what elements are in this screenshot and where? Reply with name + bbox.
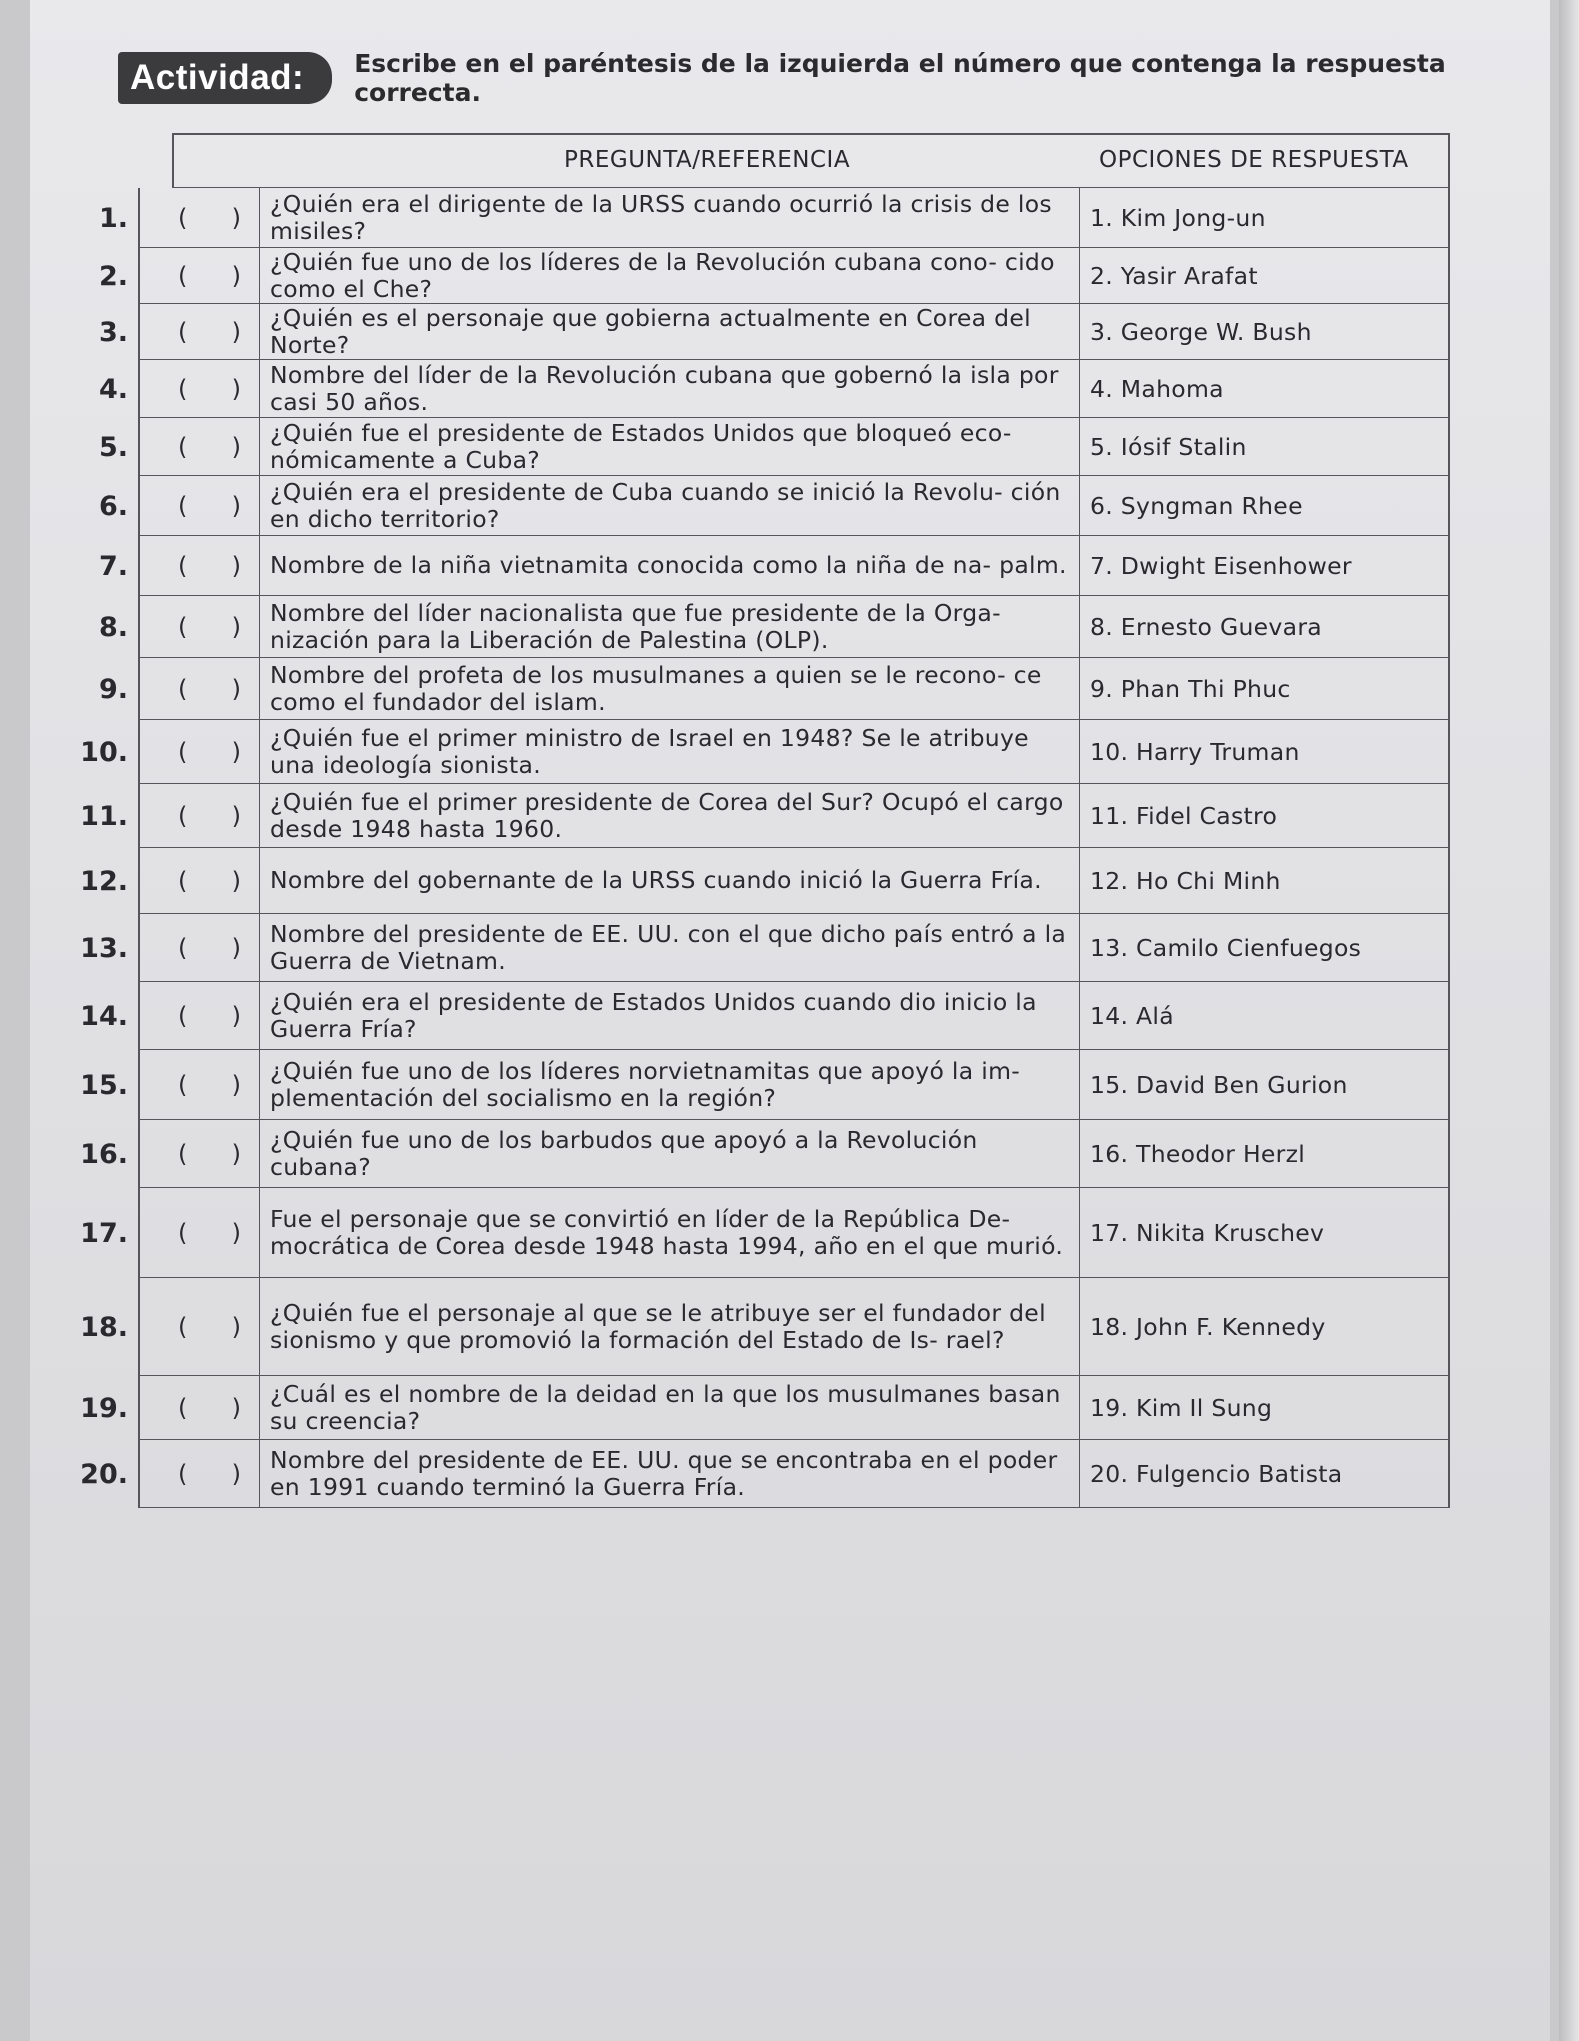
paren-open: ( bbox=[178, 203, 188, 232]
answer-blank[interactable] bbox=[140, 1278, 260, 1375]
table-row bbox=[20, 658, 1450, 720]
activity-header bbox=[118, 48, 1579, 108]
paren-open: ( bbox=[178, 866, 188, 895]
paren-close: ) bbox=[231, 612, 241, 641]
paren-open: ( bbox=[178, 1070, 188, 1099]
answer-blank[interactable] bbox=[140, 848, 260, 913]
answer-option: 11. Fidel Castro bbox=[1090, 801, 1278, 830]
row-number: 5. bbox=[98, 431, 128, 463]
question-text: ¿Quién fue uno de los líderes norvietnamitas que apoyó la im- plementación del socialismo en la región? bbox=[260, 1050, 1080, 1119]
paren-close: ) bbox=[231, 491, 241, 520]
row-number: 18. bbox=[80, 1311, 128, 1343]
answer-option: 17. Nikita Kruschev bbox=[1090, 1218, 1325, 1247]
table-row bbox=[20, 914, 1450, 982]
question-text: ¿Quién fue el primer ministro de Israel en 1948? Se le atribuye una ideología sionista. bbox=[260, 720, 1080, 783]
paren-open: ( bbox=[178, 551, 188, 580]
table-row bbox=[20, 784, 1450, 848]
answer-option: 10. Harry Truman bbox=[1090, 737, 1300, 766]
answer-option: 8. Ernesto Guevara bbox=[1090, 612, 1322, 641]
row-cells bbox=[138, 982, 1450, 1050]
paren-open: ( bbox=[178, 1312, 188, 1341]
answer-blank[interactable] bbox=[140, 982, 260, 1049]
row-number: 17. bbox=[80, 1217, 128, 1249]
paren-open: ( bbox=[178, 317, 188, 346]
paren-close: ) bbox=[231, 1139, 241, 1168]
row-cells bbox=[138, 1440, 1450, 1508]
row-number: 7. bbox=[98, 550, 128, 582]
paren-close: ) bbox=[231, 1070, 241, 1099]
answer-option: 20. Fulgencio Batista bbox=[1090, 1459, 1343, 1488]
paren-close: ) bbox=[231, 1218, 241, 1247]
column-header-options: OPCIONES DE RESPUESTA bbox=[1099, 147, 1409, 173]
answer-blank[interactable] bbox=[140, 1120, 260, 1187]
question-text: ¿Quién fue el primer presidente de Corea del Sur? Ocupó el cargo desde 1948 hasta 1960. bbox=[260, 784, 1080, 847]
paren-close: ) bbox=[231, 551, 241, 580]
paren-close: ) bbox=[231, 866, 241, 895]
table-row bbox=[20, 1120, 1450, 1188]
answer-blank[interactable] bbox=[140, 914, 260, 981]
row-number: 1. bbox=[98, 202, 128, 234]
question-text: Nombre del presidente de EE. UU. que se encontraba en el poder en 1991 cuando terminó la Guerra Fría. bbox=[260, 1440, 1080, 1507]
row-number: 9. bbox=[98, 673, 128, 705]
answer-blank[interactable] bbox=[140, 1188, 260, 1277]
answer-blank[interactable] bbox=[140, 596, 260, 657]
instruction-text: Escribe en el paréntesis de la izquierda el número que contenga la respuesta correcta. bbox=[354, 49, 1446, 107]
question-text: Nombre del gobernante de la URSS cuando inició la Guerra Fría. bbox=[260, 848, 1080, 913]
answer-blank[interactable] bbox=[140, 476, 260, 535]
table-header bbox=[172, 133, 1450, 188]
row-number: 13. bbox=[80, 932, 128, 964]
row-number: 19. bbox=[80, 1392, 128, 1424]
paren-close: ) bbox=[231, 203, 241, 232]
table-row bbox=[20, 188, 1450, 248]
question-text: Nombre del presidente de EE. UU. con el que dicho país entró a la Guerra de Vietnam. bbox=[260, 914, 1080, 981]
table-row bbox=[20, 476, 1450, 536]
page-edge bbox=[1559, 0, 1579, 2041]
answer-option: 13. Camilo Cienfuegos bbox=[1090, 933, 1362, 962]
paren-close: ) bbox=[231, 1459, 241, 1488]
paren-close: ) bbox=[231, 1001, 241, 1030]
row-number: 8. bbox=[98, 611, 128, 643]
row-number: 16. bbox=[80, 1138, 128, 1170]
table-row bbox=[20, 848, 1450, 914]
paren-open: ( bbox=[178, 1459, 188, 1488]
paren-close: ) bbox=[231, 317, 241, 346]
question-text: ¿Quién era el presidente de Cuba cuando se inició la Revolu- ción en dicho territorio? bbox=[260, 476, 1080, 535]
row-cells bbox=[138, 476, 1450, 536]
row-cells bbox=[138, 1376, 1450, 1440]
paren-open: ( bbox=[178, 374, 188, 403]
table-body bbox=[20, 188, 1450, 1508]
paren-open: ( bbox=[178, 801, 188, 830]
question-text: ¿Cuál es el nombre de la deidad en la que los musulmanes basan su creencia? bbox=[260, 1376, 1080, 1439]
answer-blank[interactable] bbox=[140, 188, 260, 247]
paren-close: ) bbox=[231, 674, 241, 703]
answer-option: 5. Iósif Stalin bbox=[1090, 432, 1247, 461]
table-row bbox=[20, 1440, 1450, 1508]
row-number: 12. bbox=[80, 865, 128, 897]
row-cells bbox=[138, 188, 1450, 248]
table-row bbox=[20, 304, 1450, 360]
question-text: Nombre del líder nacionalista que fue presidente de la Orga- nización para la Liberación de Palestina (OLP). bbox=[260, 596, 1080, 657]
row-cells bbox=[138, 914, 1450, 982]
row-number: 10. bbox=[80, 736, 128, 768]
answer-blank[interactable] bbox=[140, 360, 260, 417]
row-number: 11. bbox=[80, 800, 128, 832]
table-row bbox=[20, 1050, 1450, 1120]
question-text: ¿Quién era el presidente de Estados Unidos cuando dio inicio la Guerra Fría? bbox=[260, 982, 1080, 1049]
paren-open: ( bbox=[178, 1001, 188, 1030]
row-cells bbox=[138, 1050, 1450, 1120]
paren-close: ) bbox=[231, 933, 241, 962]
row-cells bbox=[138, 596, 1450, 658]
answer-blank[interactable] bbox=[140, 304, 260, 359]
activity-badge: Actividad: bbox=[118, 52, 332, 104]
question-text: Nombre del líder de la Revolución cubana que gobernó la isla por casi 50 años. bbox=[260, 360, 1080, 417]
question-text: ¿Quién fue el personaje al que se le atribuye ser el fundador del sionismo y que promovió la formación del Estado de Is- rael? bbox=[260, 1278, 1080, 1375]
answer-blank[interactable] bbox=[140, 784, 260, 847]
answer-option: 9. Phan Thi Phuc bbox=[1090, 674, 1291, 703]
table-row bbox=[20, 982, 1450, 1050]
row-number: 14. bbox=[80, 1000, 128, 1032]
row-cells bbox=[138, 1188, 1450, 1278]
answer-option: 18. John F. Kennedy bbox=[1090, 1312, 1326, 1341]
row-cells bbox=[138, 720, 1450, 784]
row-cells bbox=[138, 304, 1450, 360]
row-cells bbox=[138, 360, 1450, 418]
row-number: 3. bbox=[98, 316, 128, 348]
paren-close: ) bbox=[231, 432, 241, 461]
question-text: ¿Quién es el personaje que gobierna actualmente en Corea del Norte? bbox=[260, 304, 1080, 359]
row-number: 15. bbox=[80, 1069, 128, 1101]
question-text: ¿Quién fue uno de los barbudos que apoyó a la Revolución cubana? bbox=[260, 1120, 1080, 1187]
answer-option: 4. Mahoma bbox=[1090, 374, 1224, 403]
table-row bbox=[20, 248, 1450, 304]
answer-blank[interactable] bbox=[140, 1440, 260, 1507]
row-number: 4. bbox=[98, 373, 128, 405]
paren-open: ( bbox=[178, 1393, 188, 1422]
answer-option: 1. Kim Jong-un bbox=[1090, 203, 1266, 232]
row-number: 20. bbox=[80, 1458, 128, 1490]
answer-option: 7. Dwight Eisenhower bbox=[1090, 551, 1352, 580]
table-row bbox=[20, 1278, 1450, 1376]
answer-option: 15. David Ben Gurion bbox=[1090, 1070, 1348, 1099]
table-row bbox=[20, 1376, 1450, 1440]
answer-option: 6. Syngman Rhee bbox=[1090, 491, 1303, 520]
question-text: Nombre de la niña vietnamita conocida como la niña de na- palm. bbox=[260, 536, 1080, 595]
paren-close: ) bbox=[231, 1393, 241, 1422]
paren-open: ( bbox=[178, 261, 188, 290]
paren-close: ) bbox=[231, 801, 241, 830]
table-row bbox=[20, 536, 1450, 596]
answer-blank[interactable] bbox=[140, 1376, 260, 1439]
paren-open: ( bbox=[178, 1218, 188, 1247]
row-cells bbox=[138, 536, 1450, 596]
answer-blank[interactable] bbox=[140, 1050, 260, 1119]
paren-open: ( bbox=[178, 432, 188, 461]
question-text: Fue el personaje que se convirtió en líder de la República De- mocrática de Corea desde 1948 hasta 1994, año en el que murió. bbox=[260, 1188, 1080, 1277]
paren-open: ( bbox=[178, 674, 188, 703]
column-header-question: PREGUNTA/REFERENCIA bbox=[564, 147, 851, 173]
question-text: ¿Quién era el dirigente de la URSS cuando ocurrió la crisis de los misiles? bbox=[260, 188, 1080, 247]
answer-blank[interactable] bbox=[140, 536, 260, 595]
table-row bbox=[20, 1188, 1450, 1278]
row-cells bbox=[138, 848, 1450, 914]
paren-open: ( bbox=[178, 491, 188, 520]
answer-blank[interactable] bbox=[140, 248, 260, 303]
table-row bbox=[20, 360, 1450, 418]
paren-open: ( bbox=[178, 737, 188, 766]
table-row bbox=[20, 418, 1450, 476]
row-cells bbox=[138, 248, 1450, 304]
matching-table bbox=[20, 133, 1450, 1508]
paren-close: ) bbox=[231, 374, 241, 403]
question-text: ¿Quién fue uno de los líderes de la Revolución cubana cono- cido como el Che? bbox=[260, 248, 1080, 303]
row-cells bbox=[138, 1120, 1450, 1188]
answer-blank[interactable] bbox=[140, 720, 260, 783]
paren-open: ( bbox=[178, 933, 188, 962]
answer-option: 16. Theodor Herzl bbox=[1090, 1139, 1306, 1168]
paren-close: ) bbox=[231, 261, 241, 290]
paren-close: ) bbox=[231, 1312, 241, 1341]
question-text: Nombre del profeta de los musulmanes a quien se le recono- ce como el fundador del islam. bbox=[260, 658, 1080, 719]
question-text: ¿Quién fue el presidente de Estados Unidos que bloqueó eco- nómicamente a Cuba? bbox=[260, 418, 1080, 475]
answer-option: 19. Kim Il Sung bbox=[1090, 1393, 1273, 1422]
answer-blank[interactable] bbox=[140, 658, 260, 719]
row-number: 2. bbox=[98, 260, 128, 292]
row-cells bbox=[138, 1278, 1450, 1376]
answer-option: 3. George W. Bush bbox=[1090, 317, 1312, 346]
answer-option: 2. Yasir Arafat bbox=[1090, 261, 1258, 290]
answer-option: 14. Alá bbox=[1090, 1001, 1174, 1030]
row-cells bbox=[138, 658, 1450, 720]
answer-blank[interactable] bbox=[140, 418, 260, 475]
paren-close: ) bbox=[231, 737, 241, 766]
row-cells bbox=[138, 784, 1450, 848]
row-cells bbox=[138, 418, 1450, 476]
row-number: 6. bbox=[98, 490, 128, 522]
paren-open: ( bbox=[178, 612, 188, 641]
table-row bbox=[20, 720, 1450, 784]
table-row bbox=[20, 596, 1450, 658]
paren-open: ( bbox=[178, 1139, 188, 1168]
answer-option: 12. Ho Chi Minh bbox=[1090, 866, 1281, 895]
